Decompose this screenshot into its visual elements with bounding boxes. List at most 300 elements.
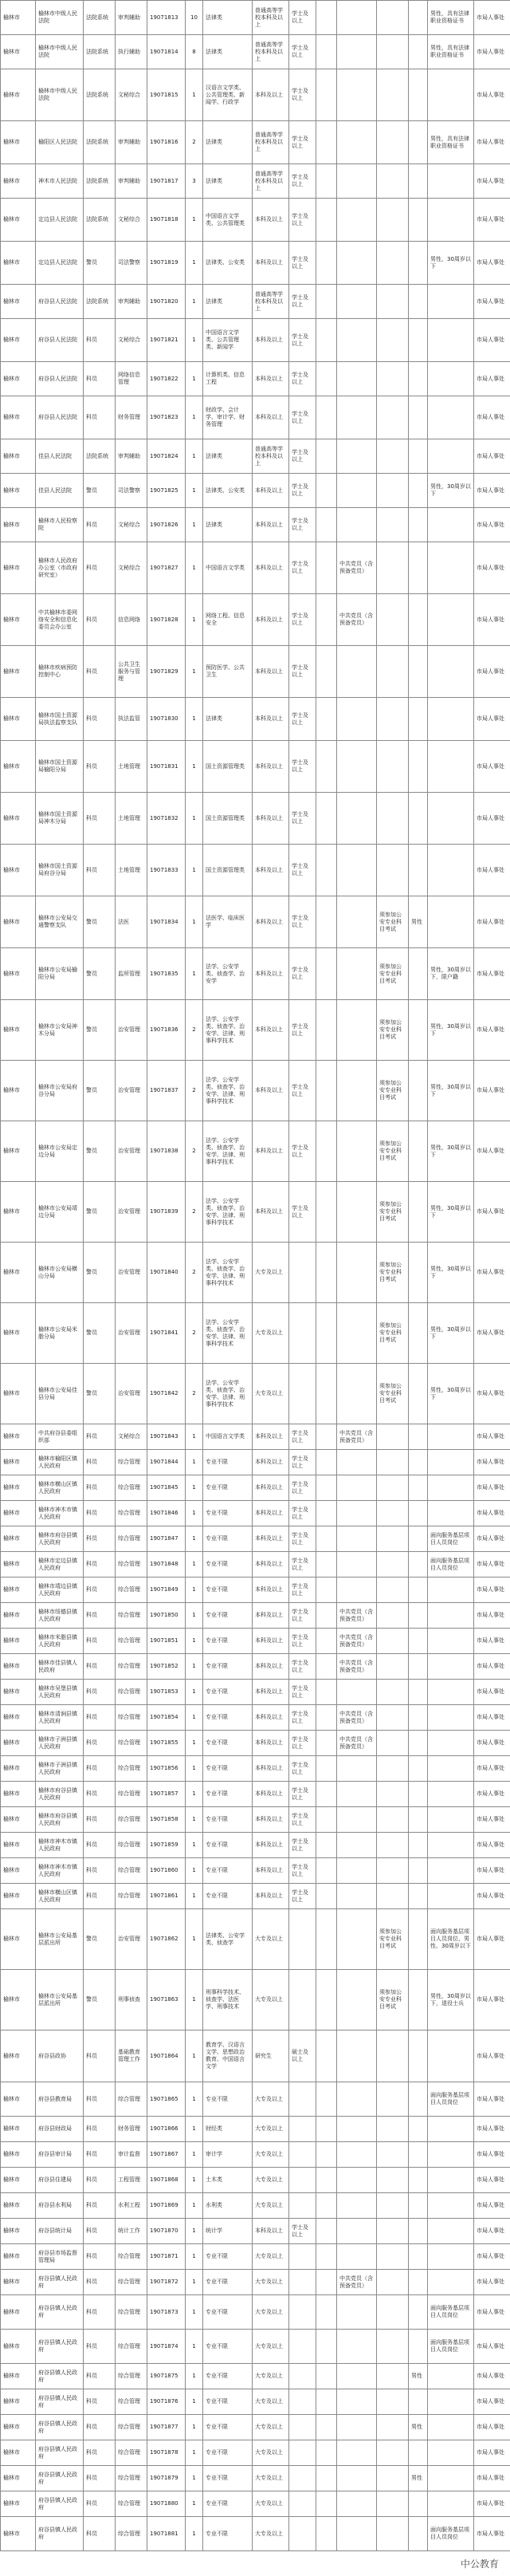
cell-dept: 法院系统 bbox=[84, 1, 116, 35]
cell-other bbox=[316, 1526, 337, 1552]
cell-note: 面向服务基层项目人员岗位 bbox=[428, 2082, 474, 2117]
cell-major: 专业不限 bbox=[203, 2466, 253, 2491]
cell-gender bbox=[409, 2142, 428, 2168]
cell-extra: 市局人事处 bbox=[474, 2517, 510, 2551]
cell-political bbox=[337, 285, 377, 319]
cell-education: 本科及以上 bbox=[253, 845, 289, 896]
cell-education: 本科及以上 bbox=[253, 1424, 289, 1450]
cell-political: 中共党员（含预备党员） bbox=[337, 1731, 377, 1756]
cell-count: 1 bbox=[186, 2517, 203, 2551]
table-row bbox=[1, 1552, 510, 1578]
cell-major: 专业不限 bbox=[203, 1603, 253, 1629]
cell-city: 榆林市 bbox=[1, 948, 36, 1000]
cell-extra: 市局人事处 bbox=[474, 1000, 510, 1061]
cell-major: 专业不限 bbox=[203, 1526, 253, 1552]
cell-exam bbox=[377, 698, 409, 741]
cell-degree: 学士及以上 bbox=[289, 1756, 316, 1782]
cell-dept: 警员 bbox=[84, 1909, 116, 1970]
cell-political bbox=[337, 646, 377, 698]
cell-unit: 府谷县审计局 bbox=[36, 2142, 84, 2168]
cell-dept: 科员 bbox=[84, 2270, 116, 2295]
cell-post: 审计监督 bbox=[116, 2142, 147, 2168]
cell-other bbox=[316, 2244, 337, 2270]
table-row bbox=[1, 896, 510, 948]
cell-exam bbox=[377, 1526, 409, 1552]
cell-degree: 学士及以上 bbox=[289, 1, 316, 35]
table-row bbox=[1, 542, 510, 594]
cell-city: 榆林市 bbox=[1, 1909, 36, 1970]
cell-count: 1 bbox=[186, 508, 203, 542]
cell-education: 大专及以上 bbox=[253, 2142, 289, 2168]
cell-extra: 市局人事处 bbox=[474, 2466, 510, 2491]
cell-other bbox=[316, 1243, 337, 1303]
cell-city: 榆林市 bbox=[1, 121, 36, 164]
cell-note bbox=[428, 896, 474, 948]
cell-gender bbox=[409, 793, 428, 845]
cell-degree: 学士及以上 bbox=[289, 35, 316, 69]
cell-count: 2 bbox=[186, 1303, 203, 1364]
cell-city: 榆林市 bbox=[1, 1833, 36, 1858]
table-row bbox=[1, 1680, 510, 1705]
cell-other bbox=[316, 396, 337, 439]
cell-exam bbox=[377, 2491, 409, 2517]
cell-code: 19071839 bbox=[147, 1182, 186, 1243]
cell-exam bbox=[377, 2330, 409, 2364]
cell-political bbox=[337, 1782, 377, 1807]
cell-dept: 科员 bbox=[84, 793, 116, 845]
cell-note: 面向服务基层项目人员岗位 bbox=[428, 1526, 474, 1552]
cell-dept: 科员 bbox=[84, 2466, 116, 2491]
cell-gender bbox=[409, 1578, 428, 1603]
cell-count: 1 bbox=[186, 741, 203, 793]
cell-city: 榆林市 bbox=[1, 474, 36, 508]
cell-city: 榆林市 bbox=[1, 698, 36, 741]
cell-city: 榆林市 bbox=[1, 2517, 36, 2551]
cell-unit: 府谷县镇人民政府 bbox=[36, 2491, 84, 2517]
cell-extra: 市局人事处 bbox=[474, 439, 510, 474]
cell-education: 本科及以上 bbox=[253, 646, 289, 698]
cell-gender bbox=[409, 2270, 428, 2295]
cell-exam bbox=[377, 439, 409, 474]
table-row bbox=[1, 319, 510, 362]
cell-code: 19071868 bbox=[147, 2168, 186, 2193]
cell-gender bbox=[409, 1243, 428, 1303]
cell-major: 专业不限 bbox=[203, 1552, 253, 1578]
cell-code: 19071819 bbox=[147, 242, 186, 285]
cell-other bbox=[316, 1782, 337, 1807]
cell-extra: 市局人事处 bbox=[474, 474, 510, 508]
cell-count: 1 bbox=[186, 845, 203, 896]
cell-other bbox=[316, 1578, 337, 1603]
cell-count: 1 bbox=[186, 2219, 203, 2244]
cell-education: 大专及以上 bbox=[253, 2082, 289, 2117]
cell-unit: 府谷县镇人民政府 bbox=[36, 2440, 84, 2466]
cell-gender bbox=[409, 1629, 428, 1654]
cell-other bbox=[316, 2415, 337, 2440]
cell-gender bbox=[409, 1756, 428, 1782]
table-row bbox=[1, 242, 510, 285]
cell-extra: 市局人事处 bbox=[474, 362, 510, 396]
table-row bbox=[1, 2517, 510, 2551]
cell-post: 文秘综合 bbox=[116, 199, 147, 242]
cell-note: 男性，30周岁以下 bbox=[428, 1000, 474, 1061]
cell-dept: 科员 bbox=[84, 2117, 116, 2142]
cell-note bbox=[428, 2219, 474, 2244]
cell-unit: 府谷县镇人民政府 bbox=[36, 2517, 84, 2551]
cell-count: 1 bbox=[186, 698, 203, 741]
cell-political bbox=[337, 1833, 377, 1858]
cell-political bbox=[337, 793, 377, 845]
cell-gender bbox=[409, 319, 428, 362]
cell-gender bbox=[409, 2082, 428, 2117]
cell-post: 治安管理 bbox=[116, 1061, 147, 1121]
cell-note: 男性，30周岁以下，限户籍 bbox=[428, 948, 474, 1000]
cell-note bbox=[428, 362, 474, 396]
table-row bbox=[1, 1424, 510, 1450]
cell-code: 19071847 bbox=[147, 1526, 186, 1552]
cell-city: 榆林市 bbox=[1, 1061, 36, 1121]
cell-education: 本科及以上 bbox=[253, 1501, 289, 1526]
cell-count: 3 bbox=[186, 164, 203, 199]
cell-unit: 府谷县镇人民政府 bbox=[36, 2466, 84, 2491]
cell-note bbox=[428, 741, 474, 793]
cell-count: 1 bbox=[186, 2168, 203, 2193]
cell-unit: 榆林市公安局横山分局 bbox=[36, 1243, 84, 1303]
cell-code: 19071848 bbox=[147, 1552, 186, 1578]
cell-city: 榆林市 bbox=[1, 2466, 36, 2491]
cell-post: 水利工程 bbox=[116, 2193, 147, 2219]
cell-major: 法学、公安学类、侦查学、治安学、法律、刑事科学技术 bbox=[203, 1243, 253, 1303]
cell-degree: 学士及以上 bbox=[289, 1424, 316, 1450]
cell-education: 本科及以上 bbox=[253, 1061, 289, 1121]
cell-major: 专业不限 bbox=[203, 2517, 253, 2551]
cell-count: 1 bbox=[186, 2330, 203, 2364]
cell-extra: 市局人事处 bbox=[474, 1182, 510, 1243]
cell-political bbox=[337, 362, 377, 396]
cell-other bbox=[316, 793, 337, 845]
cell-code: 19071860 bbox=[147, 1858, 186, 1884]
cell-education: 本科及以上 bbox=[253, 1000, 289, 1061]
cell-gender bbox=[409, 1121, 428, 1182]
table-row bbox=[1, 1450, 510, 1475]
cell-note bbox=[428, 1782, 474, 1807]
cell-political bbox=[337, 1526, 377, 1552]
table-row bbox=[1, 1578, 510, 1603]
cell-dept: 法院系统 bbox=[84, 199, 116, 242]
cell-extra: 市局人事处 bbox=[474, 741, 510, 793]
cell-count: 1 bbox=[186, 2491, 203, 2517]
table-row bbox=[1, 2415, 510, 2440]
cell-extra: 市局人事处 bbox=[474, 164, 510, 199]
cell-note bbox=[428, 2193, 474, 2219]
cell-major: 法律类、公安类 bbox=[203, 242, 253, 285]
cell-degree: 学士及以上 bbox=[289, 242, 316, 285]
cell-other bbox=[316, 1303, 337, 1364]
cell-city: 榆林市 bbox=[1, 1705, 36, 1731]
table-row bbox=[1, 948, 510, 1000]
cell-exam bbox=[377, 121, 409, 164]
cell-major: 专业不限 bbox=[203, 1731, 253, 1756]
cell-gender bbox=[409, 1909, 428, 1970]
cell-education: 本科及以上 bbox=[253, 1182, 289, 1243]
cell-degree: 学士及以上 bbox=[289, 1000, 316, 1061]
cell-political bbox=[337, 2030, 377, 2082]
cell-city: 榆林市 bbox=[1, 2219, 36, 2244]
cell-other bbox=[316, 121, 337, 164]
cell-gender: 男性 bbox=[409, 2466, 428, 2491]
cell-degree: 学士及以上 bbox=[289, 646, 316, 698]
cell-code: 19071824 bbox=[147, 439, 186, 474]
cell-exam bbox=[377, 1705, 409, 1731]
cell-count: 1 bbox=[186, 1807, 203, 1833]
cell-city: 榆林市 bbox=[1, 362, 36, 396]
cell-degree: 学士及以上 bbox=[289, 1833, 316, 1858]
cell-code: 19071822 bbox=[147, 362, 186, 396]
cell-other bbox=[316, 1884, 337, 1909]
cell-post: 综合管理 bbox=[116, 2466, 147, 2491]
cell-dept: 科员 bbox=[84, 1603, 116, 1629]
cell-degree: 学士及以上 bbox=[289, 1782, 316, 1807]
cell-count: 1 bbox=[186, 2142, 203, 2168]
cell-code: 19071879 bbox=[147, 2466, 186, 2491]
cell-city: 榆林市 bbox=[1, 1858, 36, 1884]
cell-dept: 科员 bbox=[84, 1526, 116, 1552]
cell-extra: 市局人事处 bbox=[474, 1475, 510, 1501]
cell-major: 法学、公安学类、侦查学、治安学、法律、刑事科学技术 bbox=[203, 1303, 253, 1364]
cell-post: 文秘综合 bbox=[116, 508, 147, 542]
cell-dept: 科员 bbox=[84, 1450, 116, 1475]
cell-city: 榆林市 bbox=[1, 2389, 36, 2415]
cell-note bbox=[428, 1833, 474, 1858]
cell-exam bbox=[377, 1833, 409, 1858]
cell-education: 本科及以上 bbox=[253, 1833, 289, 1858]
cell-extra: 市局人事处 bbox=[474, 2295, 510, 2330]
cell-political bbox=[337, 2117, 377, 2142]
cell-other bbox=[316, 2440, 337, 2466]
cell-dept: 科员 bbox=[84, 2517, 116, 2551]
cell-other bbox=[316, 2389, 337, 2415]
cell-other bbox=[316, 2364, 337, 2389]
cell-code: 19071821 bbox=[147, 319, 186, 362]
cell-major: 中国语言文学类 bbox=[203, 542, 253, 594]
cell-exam: 须参加公安专业科目考试 bbox=[377, 1121, 409, 1182]
cell-post: 文秘综合 bbox=[116, 1424, 147, 1450]
cell-gender bbox=[409, 1501, 428, 1526]
table-row bbox=[1, 2082, 510, 2117]
cell-degree bbox=[289, 2244, 316, 2270]
cell-major: 专业不限 bbox=[203, 2440, 253, 2466]
cell-education: 本科及以上 bbox=[253, 1475, 289, 1501]
cell-dept: 科员 bbox=[84, 594, 116, 646]
cell-other bbox=[316, 69, 337, 121]
cell-major: 国土资源管理类 bbox=[203, 741, 253, 793]
cell-note bbox=[428, 2244, 474, 2270]
table-row bbox=[1, 2440, 510, 2466]
cell-note bbox=[428, 2030, 474, 2082]
cell-dept: 科员 bbox=[84, 1552, 116, 1578]
cell-extra: 市局人事处 bbox=[474, 2330, 510, 2364]
cell-degree bbox=[289, 1970, 316, 2030]
cell-exam bbox=[377, 1731, 409, 1756]
cell-city: 榆林市 bbox=[1, 1526, 36, 1552]
cell-extra: 市局人事处 bbox=[474, 2142, 510, 2168]
table-row bbox=[1, 69, 510, 121]
cell-city: 榆林市 bbox=[1, 2142, 36, 2168]
cell-exam bbox=[377, 1782, 409, 1807]
cell-education: 本科及以上 bbox=[253, 698, 289, 741]
cell-exam bbox=[377, 2082, 409, 2117]
cell-unit: 榆林市公安局基层派出所 bbox=[36, 1970, 84, 2030]
cell-education: 普通高等学校本科及以上 bbox=[253, 1, 289, 35]
table-body bbox=[1, 1, 510, 2551]
cell-note bbox=[428, 594, 474, 646]
cell-code: 19071873 bbox=[147, 2295, 186, 2330]
cell-degree bbox=[289, 2415, 316, 2440]
cell-gender bbox=[409, 1731, 428, 1756]
cell-city: 榆林市 bbox=[1, 1, 36, 35]
cell-city: 榆林市 bbox=[1, 845, 36, 896]
cell-count: 1 bbox=[186, 1680, 203, 1705]
cell-code: 19071835 bbox=[147, 948, 186, 1000]
cell-political bbox=[337, 698, 377, 741]
cell-education: 普通高等学校本科及以上 bbox=[253, 35, 289, 69]
cell-code: 19071861 bbox=[147, 1884, 186, 1909]
cell-dept: 警员 bbox=[84, 1303, 116, 1364]
cell-dept: 科员 bbox=[84, 2364, 116, 2389]
cell-code: 19071858 bbox=[147, 1807, 186, 1833]
cell-major: 专业不限 bbox=[203, 1858, 253, 1884]
cell-count: 1 bbox=[186, 793, 203, 845]
cell-major: 财政学、会计学、审计学、财务管理 bbox=[203, 396, 253, 439]
cell-count: 1 bbox=[186, 2466, 203, 2491]
cell-education: 大专及以上 bbox=[253, 1909, 289, 1970]
cell-dept: 法院系统 bbox=[84, 35, 116, 69]
cell-post: 治安管理 bbox=[116, 1364, 147, 1424]
cell-count: 1 bbox=[186, 2244, 203, 2270]
cell-other bbox=[316, 2466, 337, 2491]
cell-unit: 榆林市佳县镇人民政府 bbox=[36, 1654, 84, 1680]
cell-education: 本科及以上 bbox=[253, 362, 289, 396]
cell-exam bbox=[377, 2389, 409, 2415]
cell-extra: 市局人事处 bbox=[474, 1, 510, 35]
cell-unit: 榆林市人民检察院 bbox=[36, 508, 84, 542]
cell-political bbox=[337, 199, 377, 242]
cell-count: 1 bbox=[186, 1833, 203, 1858]
cell-dept: 科员 bbox=[84, 362, 116, 396]
table-row bbox=[1, 285, 510, 319]
cell-major: 预防医学、公共卫生 bbox=[203, 646, 253, 698]
cell-code: 19071855 bbox=[147, 1731, 186, 1756]
cell-education: 大专及以上 bbox=[253, 2364, 289, 2389]
cell-note bbox=[428, 2491, 474, 2517]
table-row bbox=[1, 1061, 510, 1121]
cell-education: 本科及以上 bbox=[253, 1858, 289, 1884]
cell-degree bbox=[289, 2295, 316, 2330]
cell-code: 19071843 bbox=[147, 1424, 186, 1450]
cell-other bbox=[316, 594, 337, 646]
cell-note bbox=[428, 646, 474, 698]
cell-city: 榆林市 bbox=[1, 1000, 36, 1061]
cell-exam bbox=[377, 69, 409, 121]
cell-dept: 警员 bbox=[84, 896, 116, 948]
cell-post: 法医 bbox=[116, 896, 147, 948]
cell-unit: 榆林市神木市镇人民政府 bbox=[36, 1858, 84, 1884]
cell-unit: 榆林市国土资源局执法监察支队 bbox=[36, 698, 84, 741]
table-row bbox=[1, 1501, 510, 1526]
cell-exam: 须参加公安专业科目考试 bbox=[377, 948, 409, 1000]
cell-count: 1 bbox=[186, 1756, 203, 1782]
cell-gender bbox=[409, 1552, 428, 1578]
cell-count: 1 bbox=[186, 2117, 203, 2142]
cell-note bbox=[428, 698, 474, 741]
cell-political: 中共党员（含预备党员） bbox=[337, 1424, 377, 1450]
cell-gender bbox=[409, 396, 428, 439]
cell-note bbox=[428, 1807, 474, 1833]
cell-political bbox=[337, 1061, 377, 1121]
cell-post: 综合管理 bbox=[116, 1807, 147, 1833]
cell-gender bbox=[409, 1, 428, 35]
cell-post: 综合管理 bbox=[116, 2330, 147, 2364]
cell-post: 综合管理 bbox=[116, 2082, 147, 2117]
cell-degree: 学士及以上 bbox=[289, 793, 316, 845]
cell-unit: 府谷县人民法院 bbox=[36, 285, 84, 319]
cell-other bbox=[316, 2142, 337, 2168]
cell-post: 综合管理 bbox=[116, 2295, 147, 2330]
cell-gender bbox=[409, 1182, 428, 1243]
cell-dept: 科员 bbox=[84, 1475, 116, 1501]
cell-dept: 科员 bbox=[84, 2415, 116, 2440]
cell-major: 法律类 bbox=[203, 35, 253, 69]
cell-political bbox=[337, 439, 377, 474]
cell-degree: 学士及以上 bbox=[289, 1450, 316, 1475]
cell-city: 榆林市 bbox=[1, 646, 36, 698]
cell-other bbox=[316, 1731, 337, 1756]
cell-degree: 学士及以上 bbox=[289, 1061, 316, 1121]
cell-count: 1 bbox=[186, 474, 203, 508]
cell-political bbox=[337, 242, 377, 285]
cell-degree: 学士及以上 bbox=[289, 1629, 316, 1654]
cell-unit: 榆林市清涧县镇人民政府 bbox=[36, 1705, 84, 1731]
cell-unit: 府谷县水利局 bbox=[36, 2193, 84, 2219]
cell-other bbox=[316, 35, 337, 69]
cell-other bbox=[316, 508, 337, 542]
cell-other bbox=[316, 2030, 337, 2082]
cell-political bbox=[337, 1364, 377, 1424]
cell-extra: 市局人事处 bbox=[474, 1654, 510, 1680]
cell-other bbox=[316, 1364, 337, 1424]
cell-unit: 榆林市府谷县镇人民政府 bbox=[36, 1526, 84, 1552]
cell-code: 19071836 bbox=[147, 1000, 186, 1061]
cell-extra: 市局人事处 bbox=[474, 1364, 510, 1424]
cell-note bbox=[428, 69, 474, 121]
cell-other bbox=[316, 896, 337, 948]
cell-political bbox=[337, 2330, 377, 2364]
cell-education: 大专及以上 bbox=[253, 2466, 289, 2491]
cell-exam bbox=[377, 35, 409, 69]
cell-education: 本科及以上 bbox=[253, 948, 289, 1000]
cell-post: 综合管理 bbox=[116, 1552, 147, 1578]
cell-unit: 定边县人民法院 bbox=[36, 242, 84, 285]
cell-post: 统计工作 bbox=[116, 2219, 147, 2244]
cell-code: 19071827 bbox=[147, 542, 186, 594]
cell-note: 男性，30周岁以下 bbox=[428, 1303, 474, 1364]
cell-gender bbox=[409, 2244, 428, 2270]
cell-city: 榆林市 bbox=[1, 1680, 36, 1705]
cell-count: 2 bbox=[186, 1182, 203, 1243]
cell-other bbox=[316, 439, 337, 474]
cell-count: 1 bbox=[186, 542, 203, 594]
cell-unit: 府谷县镇人民政府 bbox=[36, 2364, 84, 2389]
